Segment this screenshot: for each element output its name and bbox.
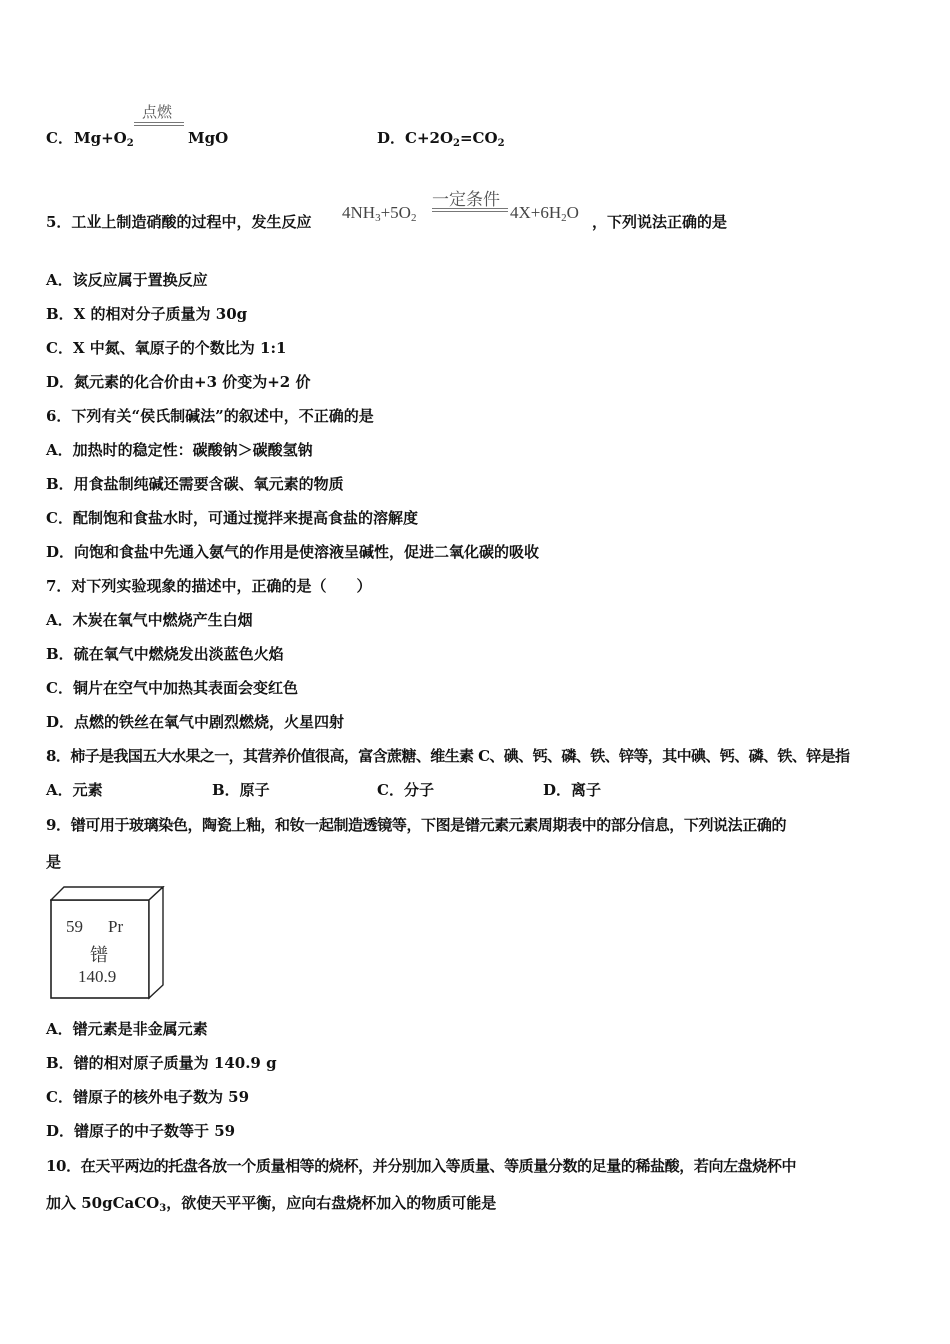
q6-option-c: C．配制饱和食盐水时，可通过搅拌来提高食盐的溶解度 xyxy=(46,509,418,527)
periodic-element-card xyxy=(50,886,166,1000)
q5-equation-rhs: $4X+6H_2O$ xyxy=(510,203,579,224)
q9-option-a: A．镨元素是非金属元素 xyxy=(46,1020,208,1038)
q9-option-d: D．镨原子的中子数等于 59 xyxy=(46,1122,236,1140)
element-atomic-number: 59 xyxy=(66,917,83,936)
q4-option-d-equation: $C+2O_2=CO_2$ xyxy=(405,129,505,149)
element-atomic-mass: 140.9 xyxy=(78,967,117,986)
q9-stem-line2: 是 xyxy=(46,853,62,871)
q5-option-b: B．X 的相对分子质量为 30g xyxy=(46,305,248,323)
q7-option-b: B．硫在氧气中燃烧发出淡蓝色火焰 xyxy=(46,645,284,663)
q9-stem-line1: 9．镨可用于玻璃染色，陶瓷上釉，和钕一起制造透镜等，下图是镨元素元素周期表中的部分信息，下列说法正确的 xyxy=(46,816,787,834)
q10-stem-line2: 加入 50gCaCO$_3$，欲使天平平衡，应向右盘烧杯加入的物质可能是 xyxy=(46,1194,497,1214)
q4-option-c-label: C． xyxy=(46,129,73,147)
q7-stem: 7．对下列实验现象的描述中，正确的是（ ） xyxy=(46,577,372,595)
q5-stem-after: ，下列说法正确的是 xyxy=(592,213,728,231)
q6-stem: 6．下列有关“侯氏制碱法”的叙述中，不正确的是 xyxy=(46,407,374,425)
q8-option-a: A．元素 xyxy=(46,781,103,799)
q8-option-c: C．分子 xyxy=(377,781,434,799)
q4-option-c-equation-bar xyxy=(134,122,184,126)
q8-stem: 8．柿子是我国五大水果之一，其营养价值很高，富含蔗糖、维生素 C、碘、钙、磷、铁、锌等，其中碘、钙、磷、铁、锌是指 xyxy=(46,747,850,765)
q4-option-c-rhs: MgO xyxy=(188,129,229,147)
q9-option-c: C．镨原子的核外电子数为 59 xyxy=(46,1088,250,1106)
q5-option-c: C．X 中氮、氧原子的个数比为 1:1 xyxy=(46,339,287,357)
element-name: 镨 xyxy=(90,945,108,966)
q9-option-b: B．镨的相对原子质量为 140.9 g xyxy=(46,1054,277,1072)
q6-option-d: D．向饱和食盐中先通入氨气的作用是使溶液呈碱性，促进二氧化碳的吸收 xyxy=(46,543,540,561)
q8-option-b: B．原子 xyxy=(212,781,270,799)
element-symbol: Pr xyxy=(108,917,124,936)
q4-option-d-label: D． xyxy=(377,129,406,147)
q7-option-d: D．点燃的铁丝在氧气中剧烈燃烧，火星四射 xyxy=(46,713,345,731)
q4-option-c-condition: 点燃 xyxy=(142,103,173,121)
q5-option-d: D．氮元素的化合价由+3 价变为+2 价 xyxy=(46,373,311,391)
q5-equation-lhs: $4NH_3+5O_2$ xyxy=(342,203,417,224)
q5-equation-bar xyxy=(432,208,508,212)
q7-option-a: A．木炭在氧气中燃烧产生白烟 xyxy=(46,611,253,629)
q4-option-c-lhs: $Mg+O_2$ xyxy=(74,129,134,149)
q7-option-c: C．铜片在空气中加热其表面会变红色 xyxy=(46,679,298,697)
q6-option-a: A．加热时的稳定性：碳酸钠＞碳酸氢钠 xyxy=(46,441,313,459)
q6-option-b: B．用食盐制纯碱还需要含碳、氧元素的物质 xyxy=(46,475,344,493)
q5-equation-condition: 一定条件 xyxy=(432,190,500,210)
q10-stem-line1: 10．在天平两边的托盘各放一个质量相等的烧杯，并分别加入等质量、等质量分数的足量的稀盐酸，若向左盘烧杯中 xyxy=(46,1157,797,1175)
q5-stem-before: 5．工业上制造硝酸的过程中，发生反应 xyxy=(46,213,312,231)
q5-option-a: A．该反应属于置换反应 xyxy=(46,271,208,289)
q8-option-d: D．离子 xyxy=(543,781,602,799)
